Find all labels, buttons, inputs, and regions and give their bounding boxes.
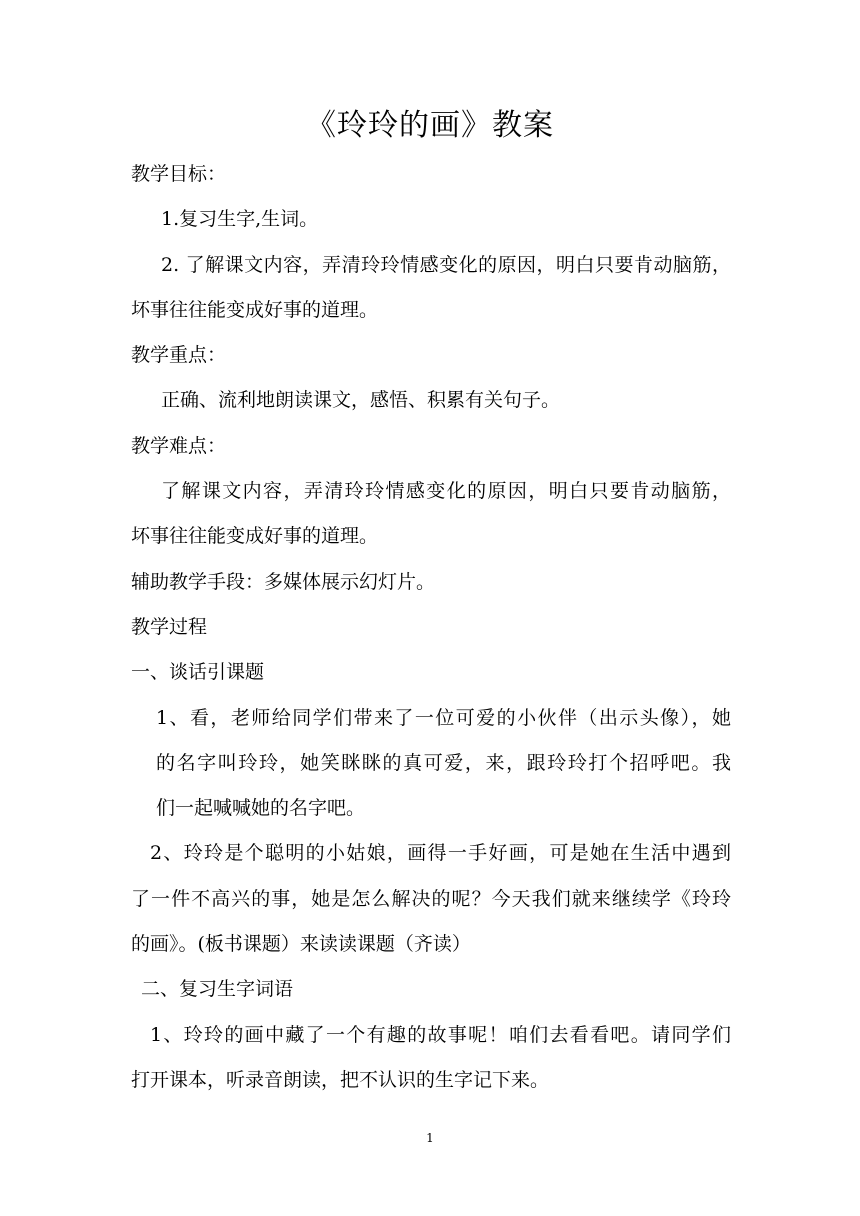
difficulties-text-line-2: 坏事往往能变成好事的道理。 [131,525,379,548]
document-body [131,156,731,1107]
key-points-text: 正确、流利地朗读课文，感悟、积累有关句子。 [161,389,561,412]
objective-item-2-line-2: 坏事往往能变成好事的道理。 [131,298,379,321]
teaching-aids-text: 辅助教学手段：多媒体展示幻灯片。 [131,570,436,593]
step-2-item-1-line-2: 打开课本，听录音朗读，把不认识的生字记下来。 [131,1068,550,1091]
step-1-item-1-line-2: 的名字叫玲玲，她笑眯眯的真可爱，来，跟玲玲打个招呼吧。我 [156,751,731,774]
step-2-heading: 二、复习生字词语 [141,978,294,1001]
step-1-item-1-line-1: 1、看，老师给同学们带来了一位可爱的小伙伴（出示头像），她 [156,706,731,729]
document-title: 《玲玲的画》教案 [306,108,554,143]
step-1-item-2-line-3: 的画》。(板书课题）来读读课题（齐读） [131,933,471,956]
section-heading-difficulties: 教学难点： [131,434,227,457]
step-2-item-1-line-1: 1、玲玲的画中藏了一个有趣的故事呢！咱们去看看吧。请同学们 [150,1023,731,1046]
objective-item-2-line-1: 2. 了解课文内容，弄清玲玲情感变化的原因，明白只要肯动脑筋， [161,253,731,276]
objective-item-1: 1.复习生字,生词。 [161,208,319,231]
section-heading-process: 教学过程 [131,615,208,638]
difficulties-text-line-1: 了解课文内容，弄清玲玲情感变化的原因，明白只要肯动脑筋， [161,480,731,503]
section-heading-key-points: 教学重点： [131,344,227,367]
page-number: 1 [426,1131,434,1145]
section-heading-objectives: 教学目标： [131,163,227,185]
step-1-heading: 一、谈话引课题 [131,661,265,684]
step-1-item-1-line-3: 们一起喊喊她的名字吧。 [156,797,366,820]
step-1-item-2-line-1: 2、玲玲是个聪明的小姑娘，画得一手好画，可是她在生活中遇到 [150,842,731,865]
step-1-item-2-line-2: 了一件不高兴的事，她是怎么解决的呢？今天我们就来继续学《玲玲 [131,887,731,910]
